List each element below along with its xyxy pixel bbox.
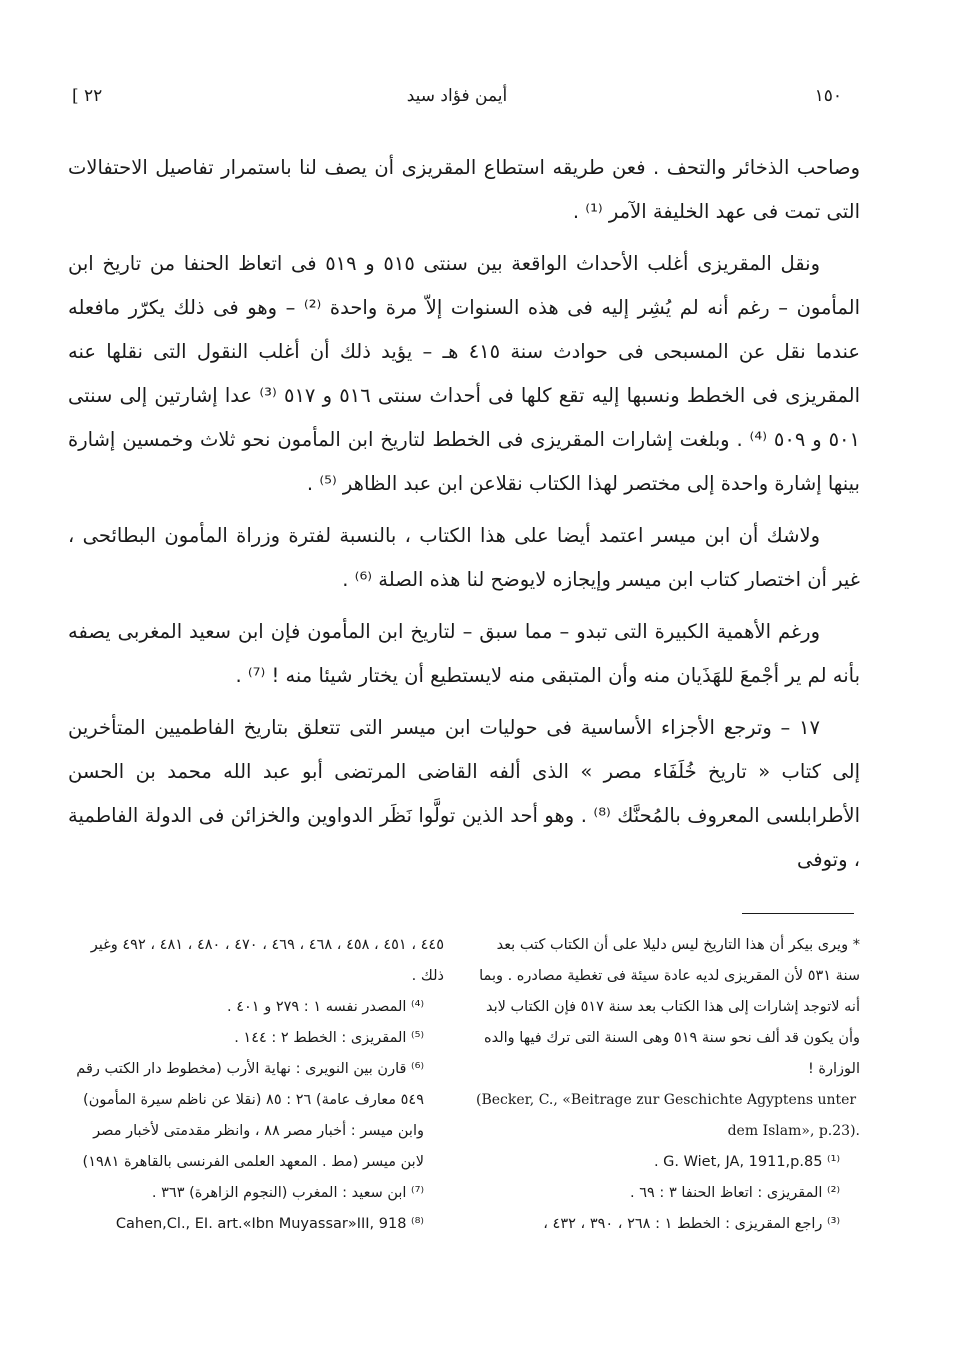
paragraph-section-17: ١٧ – وترجع الأجزاء الأساسية فى حوليات ابن ميسر التى تتعلق بتاريخ الفاطميين المتأخرين إلى كتاب « تاريخ خُلَفَاء مصر » الذى ألفه القاضى المرتضى أبو عبد الله محمد بن الحسن الأطرابلسى المعروف بالمُحنَّك ⁽⁸⁾ . وهو أحد الذين تولَّوا نَظَر الدواوين والخزائن فى الدولة الفاطمية ، وتوفى — [68, 716, 860, 871]
footnote-separator — [742, 913, 854, 914]
paragraph: ورغم الأهمية الكبيرة التى تبدو – مما سبق – لتاريخ ابن المأمون فإن ابن سعيد المغربى يصفه بأنه لم ير أجْمعَ للهَذَيان منه وأن المتبقى منه لايستطيع أن يختار شيئا منه ! ⁽⁷⁾ . — [68, 620, 860, 687]
footnotes-left-column — [66, 930, 444, 1240]
page-number: ١٥٠ — [814, 86, 842, 106]
paragraph: ولاشك أن ابن ميسر اعتمد أيضا على هذا الكتاب ، بالنسبة لفترة وزراة المأمون البطائحى ، غير أن اختصار كتاب ابن ميسر وإيجازه لايوضح لنا هذه الصلة ⁽⁶⁾ . — [68, 524, 860, 591]
footnote-1: ⁽¹⁾ G. Wiet, JA, 1911,p.85 . — [653, 1154, 840, 1170]
footnote-7: ⁽⁷⁾ ابن سعيد : المغرب (النجوم الزاهرة) ٣٦٣ . — [151, 1185, 424, 1201]
footnote-becker-ref: (Becker, C., «Beitrage zur Geschichte Agyptens unter — [476, 1092, 857, 1108]
footnote-3: ⁽³⁾ راجع المقريزى : الخطط ١ : ٢٦٨ ، ٣٩٠ ، ٤٣٢ ، — [543, 1216, 840, 1232]
page-header — [72, 86, 842, 116]
footnote-becker-ref-cont: dem Islam», p.23). — [727, 1123, 860, 1139]
footnotes-right-column — [476, 930, 860, 1240]
paragraph: ونقل المقريزى أغلب الأحداث الواقعة بين سنتى ٥١٥ و ٥١٩ فى اتعاظ الحنفا من تاريخ ابن المأمون – رغم أنه لم يُشِر إليه فى هذه السنوات إلاّ مرة واحدة ⁽²⁾ – وهو فى ذلك يكرّر مافعله عندما نقل عن المسبحى فى حوادث سنة ٤١٥ هـ – يؤيد ذلك أن أغلب النقول التى نقلها عنه المقريزى فى الخطط ونسبها إليه تقع كلها فى أحداث سنتى ٥١٦ و ٥١٧ ⁽³⁾ عدا إشارتين إلى سنتى ٥٠١ و ٥٠٩ ⁽⁴⁾ . وبلغت إشارات المقريزى فى الخطط لتاريخ ابن المأمون نحو ثلاث وخمسين إشارة بينها إشارة واحدة إلى مختصر لهذا الكتاب نقلاعن ابن عبد الظاهر ⁽⁵⁾ . — [68, 252, 860, 495]
issue-number: [ ٢٢ — [72, 86, 103, 106]
footnote-5: ⁽⁵⁾ المقريزى : الخطط ٢ : ١٤٤ . — [234, 1030, 424, 1046]
paragraph: وصاحب الذخائر والتحف . فعن طريقه استطاع المقريزى أن يصف لنا باستمرار تفاصيل الاحتفالات التى تمت فى عهد الخليفة الآمر ⁽¹⁾ . — [68, 156, 860, 223]
main-text — [68, 146, 860, 890]
footnote-8: Cahen,Cl., EI. art.«Ibn Muyassar»III, 918 ⁽⁸⁾ — [115, 1216, 424, 1232]
footnote-star: * ويرى بيكر أن هذا التاريخ ليس دليلا على أن الكتاب كتب بعد سنة ٥٣١ لأن المقريزى لديه عادة سيئة فى تغطية مصادره . وبما أنه لاتوجد إشارات إلى هذا الكتاب بعد سنة ٥١٧ فإن الكتاب لابد وأن يكون قد ألف نحو سنة ٥١٩ وهى السنة التى ترك فيها والده الوزارة ! — [479, 937, 860, 1077]
footnote-6: ⁽⁶⁾ قارن بين النويرى : نهاية الأرب (مخطوط دار الكتب رقم ٥٤٩ معارف عامة) ٢٦ : ٨٥ (نقلا عن ناظم سيرة المأمون) وابن ميسر : أخبار مصر ٨٨ ، وانظر مقدمتى لأخبار مصر لابن ميسر (مط . المعهد العلمى الفرنسى بالقاهرة ١٩٨١) — [76, 1061, 424, 1170]
footnote-3-continued: ٤٤٥ ، ٤٥١ ، ٤٥٨ ، ٤٦٨ ، ٤٦٩ ، ٤٧٠ ، ٤٨٠ ، ٤٨١ ، ٤٩٢ وغير ذلك . — [90, 937, 444, 984]
footnote-2: ⁽²⁾ المقريزى : اتعاظ الحنفا ٣ : ٦٩ . — [630, 1185, 840, 1201]
footnote-4: ⁽⁴⁾ المصدر نفسه ١ : ٢٧٩ و ٤٠١ . — [227, 999, 424, 1015]
running-head-author: أيمن فؤاد سيد — [406, 86, 508, 106]
